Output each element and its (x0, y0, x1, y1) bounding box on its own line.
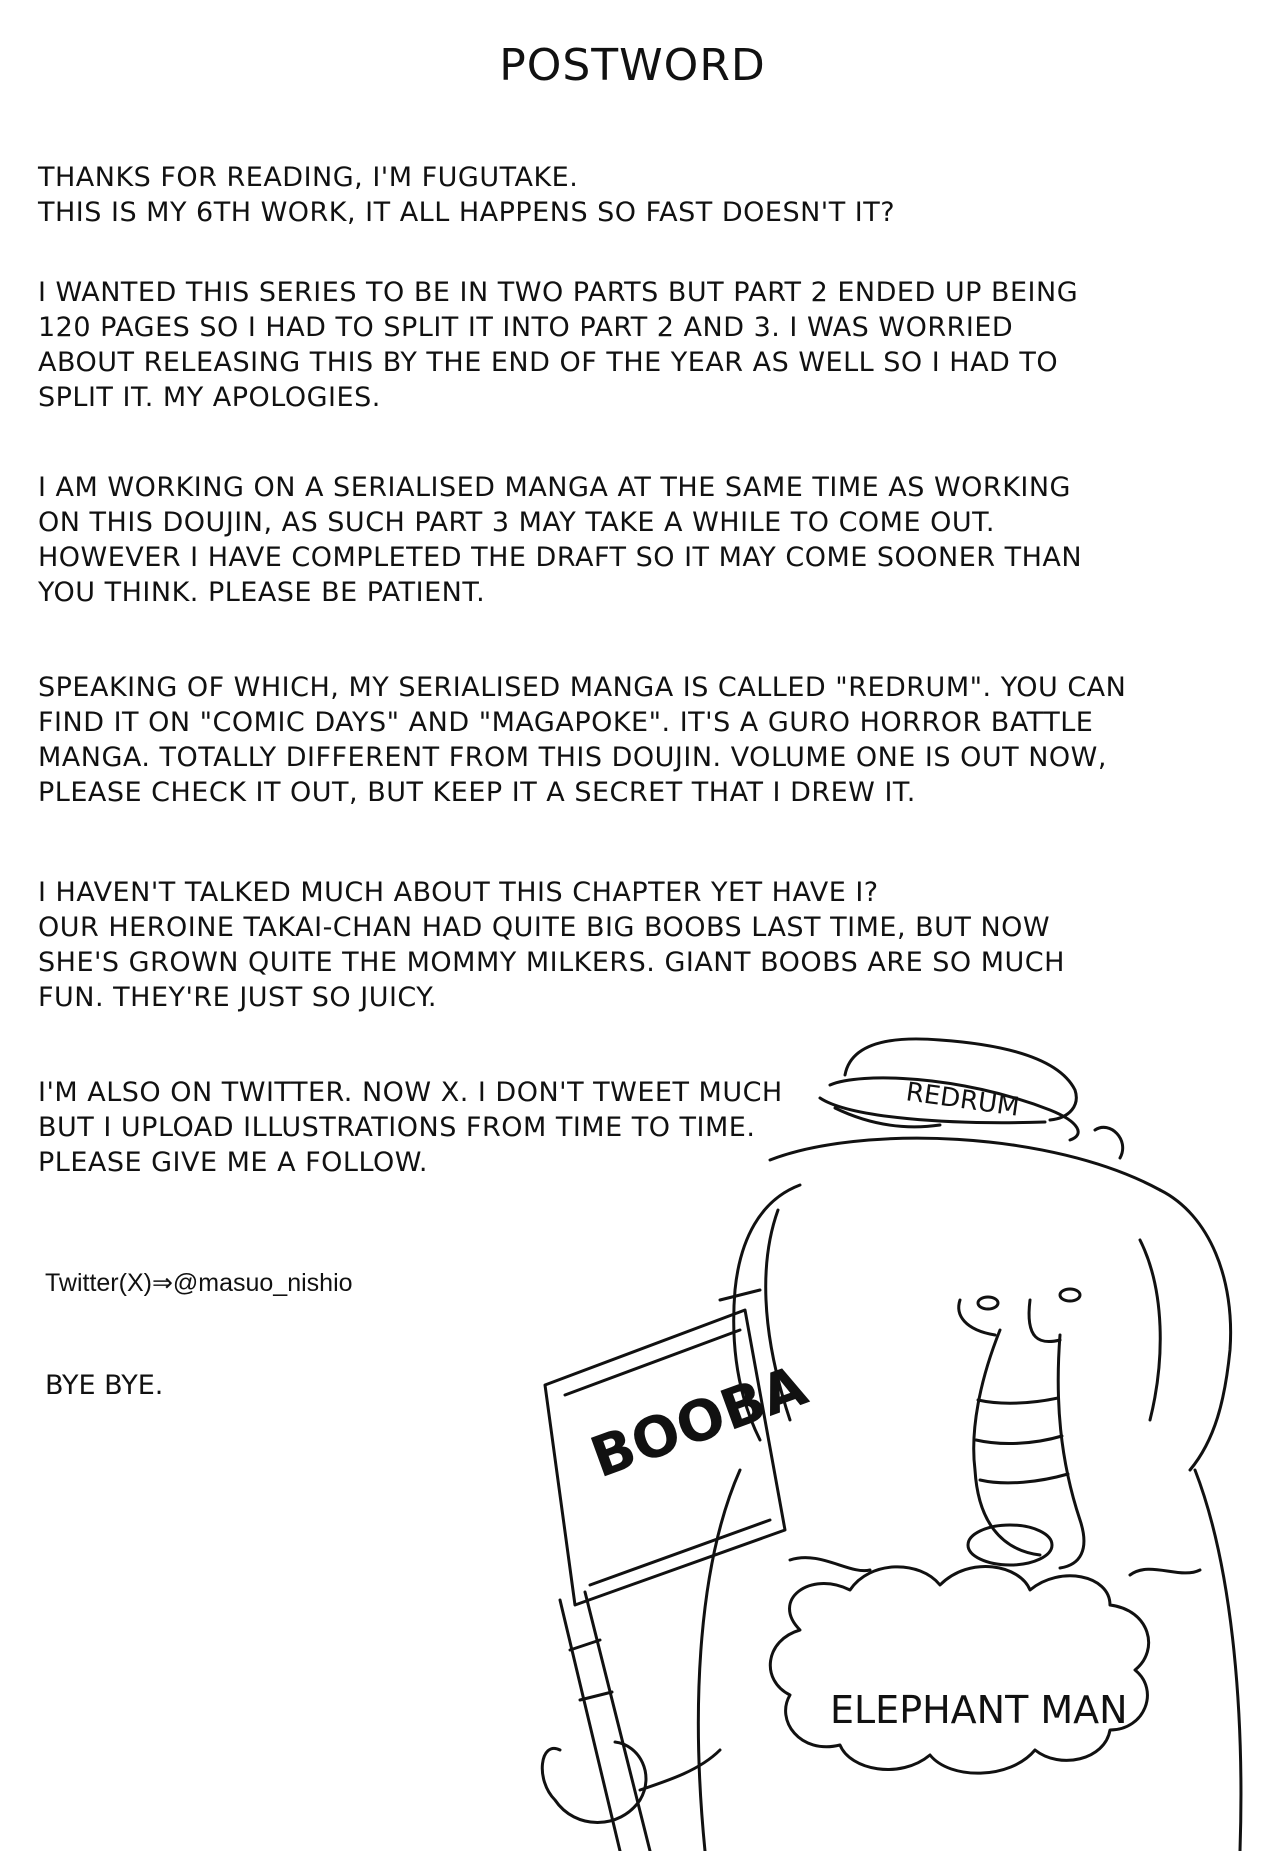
sign-off: BYE BYE. (45, 1370, 164, 1401)
elephant-head-icon (734, 1138, 1231, 1568)
cloud-icon (770, 1566, 1148, 1773)
paragraph-twitter: I'M ALSO ON TWITTER. NOW X. I DON'T TWEET MUCH BUT I UPLOAD ILLUSTRATIONS FROM TIME TO TIME. PLEASE GIVE ME A FOLLOW. (38, 1077, 783, 1178)
paragraph-parts: I WANTED THIS SERIES TO BE IN TWO PARTS BUT PART 2 ENDED UP BEING 120 PAGES SO I HAD TO SPLIT IT INTO PART 2 AND 3. I WAS WORRIED ABOUT RELEASING THIS BY THE END OF THE YEAR AS WELL SO I HAD TO SPLIT IT. MY APOLOGIES. (38, 277, 1079, 413)
page-title: POSTWORD (499, 40, 766, 91)
paragraph-intro: THANKS FOR READING, I'M FUGUTAKE. THIS IS MY 6TH WORK, IT ALL HAPPENS SO FAST DOESN'T IT? (38, 162, 896, 228)
paragraph-chapter: I HAVEN'T TALKED MUCH ABOUT THIS CHAPTER YET HAVE I? OUR HEROINE TAKAI-CHAN HAD QUITE BIG BOOBS LAST TIME, BUT NOW SHE'S GROWN QUITE THE MOMMY MILKERS. GIANT BOOBS ARE SO MUCH FUN. THEY'RE JUST SO JUICY. (38, 877, 1065, 1013)
twitter-handle: Twitter(X)⇒@masuo_nishio (45, 1269, 353, 1297)
paragraph-redrum: SPEAKING OF WHICH, MY SERIALISED MANGA IS CALLED "REDRUM". YOU CAN FIND IT ON "COMIC DAYS" AND "MAGAPOKE". IT'S A GURO HORROR BATTLE MANGA. TOTALLY DIFFERENT FROM THIS DOUJIN. VOLUME ONE IS OUT NOW, PLEASE CHECK IT OUT, BUT KEEP IT A SECRET THAT I DREW IT. (38, 672, 1127, 808)
sign-lettering: BOOBA (582, 1353, 816, 1492)
paragraph-serialised: I AM WORKING ON A SERIALISED MANGA AT THE SAME TIME AS WORKING ON THIS DOUJIN, AS SUCH PART 3 MAY TAKE A WHILE TO COME OUT. HOWEVER I HAVE COMPLETED THE DRAFT SO IT MAY COME SOONER THAN YOU THINK. PLEASE BE PATIENT. (38, 472, 1083, 608)
elephant-body-icon (698, 1470, 1241, 1851)
cap-lettering: REDRUM (904, 1077, 1022, 1123)
shirt-lettering: ELEPHANT MAN (830, 1688, 1128, 1732)
